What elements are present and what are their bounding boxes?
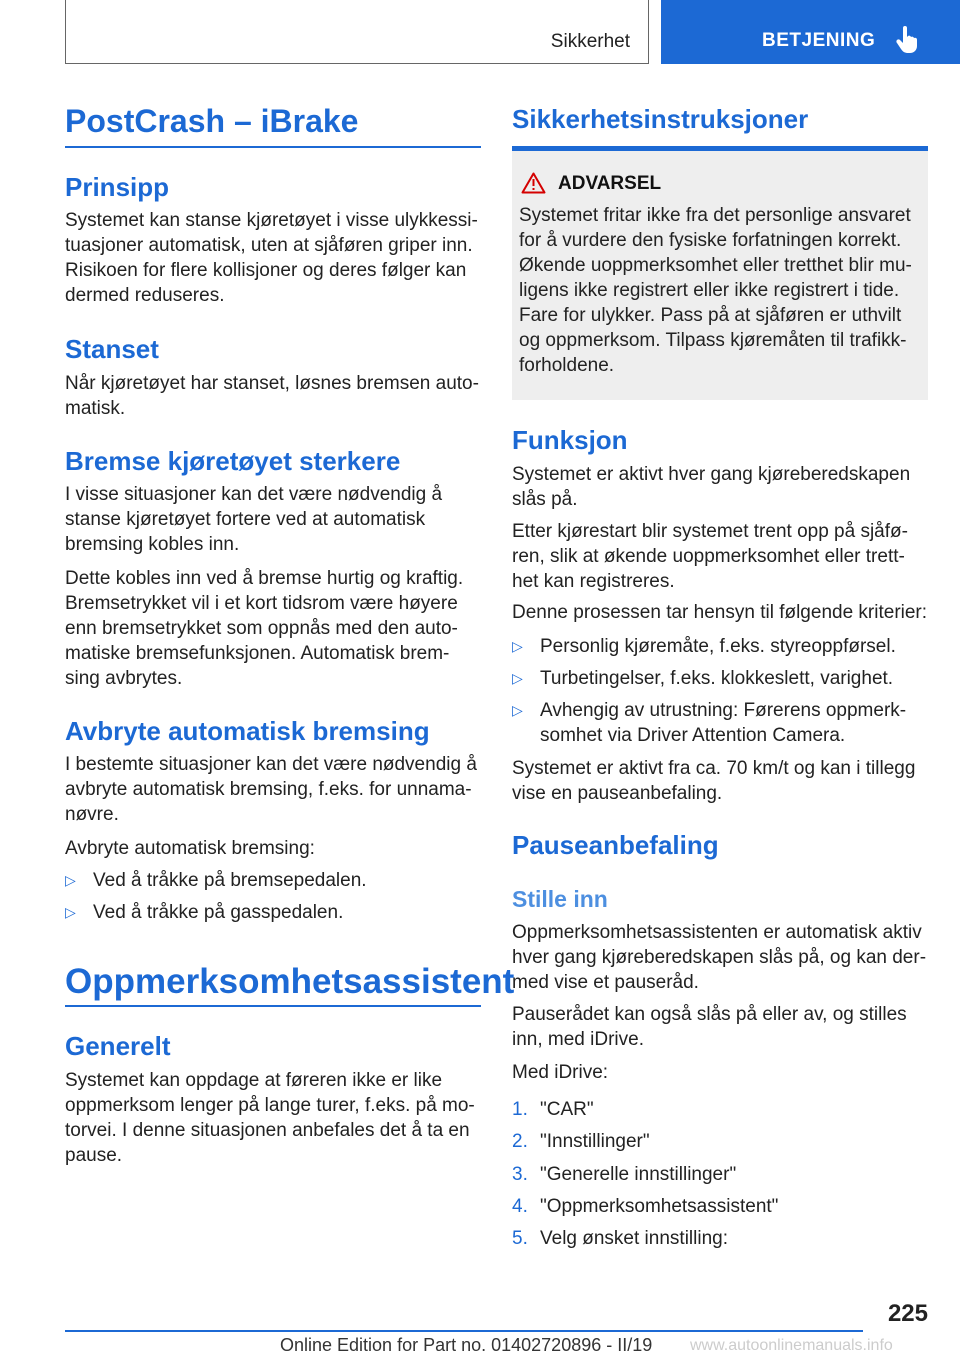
heading-stanset: Stanset bbox=[65, 334, 159, 364]
step-number: 1. bbox=[512, 1099, 528, 1120]
paragraph-avbryte-1: I bestemte situasjoner kan det være nødvendig å avbryte automatisk bremsing, f.eks. for unnama-nøvre. bbox=[65, 754, 477, 825]
heading-avbryte: Avbryte automatisk bremsing bbox=[65, 716, 430, 746]
header-section-label: Sikkerhet bbox=[550, 31, 630, 52]
paragraph-stille-1: Oppmerksomhetsassistenten er automatisk aktiv hver gang kjøreberedskapen slås på, og kan der-med vise et pauseråd. bbox=[512, 922, 927, 993]
warning-text: Systemet fritar ikke fra det personlige ansvaret for å vurdere den fysiske forfatningen korrekt. Økende uoppmerksomhet eller tretthet blir mu-ligens ikke registrert eller ikke registrert i tide. Fare for ulykker. Pass på at sjåføren er uthvilt og oppmerksom. Tilpass kjøremåten til trafikk-forholdene. bbox=[519, 205, 912, 376]
heading-prinsipp: Prinsipp bbox=[65, 172, 170, 202]
list-item-text: Personlig kjøremåte, f.eks. styreoppførsel. bbox=[540, 636, 896, 657]
header-section-tab bbox=[65, 0, 649, 64]
footer-watermark: www.autoonlinemanuals.info bbox=[690, 1337, 893, 1354]
list-item-text: Ved å tråkke på bremsepedalen. bbox=[93, 870, 367, 891]
paragraph-funksjon-2: Etter kjørestart blir systemet trent opp på sjåfø-ren, slik at økende uoppmerksomhet eller trett-het kan registreres. bbox=[512, 521, 908, 592]
paragraph-funksjon-1: Systemet er aktivt hver gang kjøreberedskapen slås på. bbox=[512, 464, 911, 510]
list-item-text: Turbetingelser, f.eks. klokkeslett, varighet. bbox=[540, 668, 894, 689]
paragraph-prinsipp: Systemet kan stanse kjøretøyet i visse ulykkessi-tuasjoner automatisk, uten at sjåføren griper inn. Risikoen for flere kollisjoner og deres følger kan dermed reduseres. bbox=[65, 210, 478, 306]
paragraph-stille-2: Pauserådet kan også slås på eller av, og stilles inn, med iDrive. bbox=[512, 1004, 907, 1050]
triangle-bullet-icon: ▷ bbox=[512, 670, 523, 686]
step-text: "Innstillinger" bbox=[540, 1131, 650, 1152]
step-text: Velg ønsket innstilling: bbox=[540, 1228, 728, 1249]
step-text: "Generelle innstillinger" bbox=[540, 1164, 737, 1185]
paragraph-generelt: Systemet kan oppdage at føreren ikke er like oppmerksom lenger på lange turer, f.eks. på mo-torvei. I denne situasjonen anbefales det å ta en pause. bbox=[65, 1070, 475, 1166]
paragraph-funksjon-3: Denne prosessen tar hensyn til følgende kriterier: bbox=[512, 602, 928, 623]
header-chapter-tab[interactable] bbox=[661, 0, 960, 64]
paragraph-avbryte-2: Avbryte automatisk bremsing: bbox=[65, 838, 315, 859]
step-number: 5. bbox=[512, 1228, 528, 1249]
warning-box bbox=[512, 146, 928, 400]
page-number: 225 bbox=[887, 1300, 928, 1327]
title-divider bbox=[65, 1005, 481, 1007]
heading-funksjon: Funksjon bbox=[512, 425, 628, 455]
footer-divider bbox=[65, 1330, 863, 1332]
hand-pointer-icon bbox=[896, 26, 918, 54]
triangle-bullet-icon: ▷ bbox=[65, 872, 76, 888]
heading-bremse: Bremse kjøretøyet sterkere bbox=[65, 446, 401, 476]
section-title-oppmerksomhet: Oppmerksomhetsassistent bbox=[65, 962, 515, 1001]
paragraph-stille-3: Med iDrive: bbox=[512, 1062, 609, 1083]
step-number: 2. bbox=[512, 1131, 528, 1152]
step-number: 3. bbox=[512, 1164, 528, 1185]
heading-generelt: Generelt bbox=[65, 1031, 171, 1061]
step-text: "Oppmerksomhetsassistent" bbox=[540, 1196, 779, 1217]
step-text: "CAR" bbox=[540, 1099, 594, 1120]
warning-title: ADVARSEL bbox=[558, 173, 662, 194]
step-number: 4. bbox=[512, 1196, 528, 1217]
footer-edition: Online Edition for Part no. 01402720896 - II/19 bbox=[280, 1335, 653, 1355]
triangle-bullet-icon: ▷ bbox=[512, 702, 523, 718]
triangle-bullet-icon: ▷ bbox=[512, 638, 523, 654]
paragraph-funksjon-4: Systemet er aktivt fra ca. 70 km/t og kan i tillegg vise en pauseanbefaling. bbox=[512, 758, 916, 804]
title-divider bbox=[65, 146, 481, 148]
warning-triangle-icon bbox=[521, 172, 546, 194]
paragraph-bremse-2: Dette kobles inn ved å bremse hurtig og kraftig. Bremsetrykket vil i et kort tidsrom være høyere enn bremsetrykket som oppnås med den auto-matiske bremsefunksjonen. Automatisk brem-sing avbrytes. bbox=[65, 568, 464, 689]
triangle-bullet-icon: ▷ bbox=[65, 904, 76, 920]
list-item-text: Ved å tråkke på gasspedalen. bbox=[93, 902, 344, 923]
paragraph-bremse-1: I visse situasjoner kan det være nødvendig å stanse kjøretøyet fortere ved at automatisk bremsing kobles inn. bbox=[65, 484, 443, 555]
list-item-text: Avhengig av utrustning: Førerens oppmerk-somhet via Driver Attention Camera. bbox=[540, 700, 907, 746]
heading-pauseanbefaling: Pauseanbefaling bbox=[512, 830, 719, 860]
heading-stille-inn: Stille inn bbox=[512, 886, 608, 912]
header-chapter-label: BETJENING bbox=[762, 30, 876, 51]
section-title-postcrash: PostCrash – iBrake bbox=[65, 103, 359, 139]
paragraph-stanset: Når kjøretøyet har stanset, løsnes bremsen auto-matisk. bbox=[65, 373, 479, 419]
heading-sikkerhetsinstruksjoner: Sikkerhetsinstruksjoner bbox=[512, 104, 809, 134]
